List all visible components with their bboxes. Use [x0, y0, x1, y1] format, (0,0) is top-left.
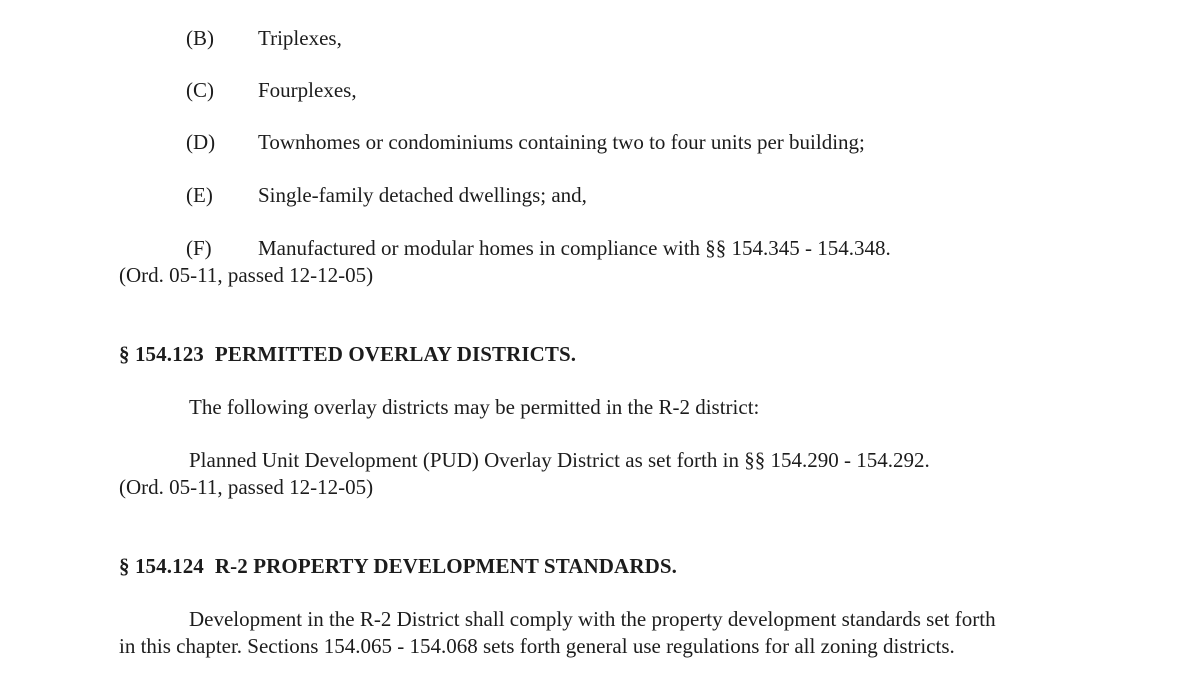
list-item-text: Manufactured or modular homes in compliance with §§ 154.345 - 154.348.	[258, 236, 891, 260]
section-number: § 154.123	[119, 342, 204, 366]
section-paragraph-line-2: in this chapter. Sections 154.065 - 154.068 sets forth general use regulations for all zoning districts.	[119, 634, 955, 658]
list-item-text: Single-family detached dwellings; and,	[258, 183, 587, 207]
section-number: § 154.124	[119, 554, 204, 578]
list-item-letter: (C)	[186, 78, 214, 102]
section-heading-154-124	[119, 553, 677, 579]
section-heading-154-123	[119, 341, 576, 367]
list-item-letter: (D)	[186, 130, 216, 154]
list-item-text: Fourplexes,	[258, 78, 357, 102]
ordinance-citation: (Ord. 05-11, passed 12-12-05)	[119, 475, 374, 499]
list-item-letter: (E)	[186, 183, 213, 207]
section-intro: The following overlay districts may be permitted in the R-2 district:	[189, 395, 760, 419]
ordinance-citation: (Ord. 05-11, passed 12-12-05)	[119, 263, 374, 287]
list-item-text: Townhomes or condominiums containing two to four units per building;	[258, 130, 865, 154]
list-item-letter: (F)	[186, 236, 212, 260]
list-item-letter: (B)	[186, 26, 214, 50]
section-title: R-2 PROPERTY DEVELOPMENT STANDARDS.	[214, 554, 677, 578]
section-paragraph-line-1: Development in the R-2 District shall comply with the property development standards set forth	[189, 607, 996, 631]
list-item-text: Triplexes,	[258, 26, 342, 50]
section-title: PERMITTED OVERLAY DISTRICTS.	[214, 342, 577, 366]
overlay-district-item: Planned Unit Development (PUD) Overlay District as set forth in §§ 154.290 - 154.292.	[189, 448, 930, 472]
